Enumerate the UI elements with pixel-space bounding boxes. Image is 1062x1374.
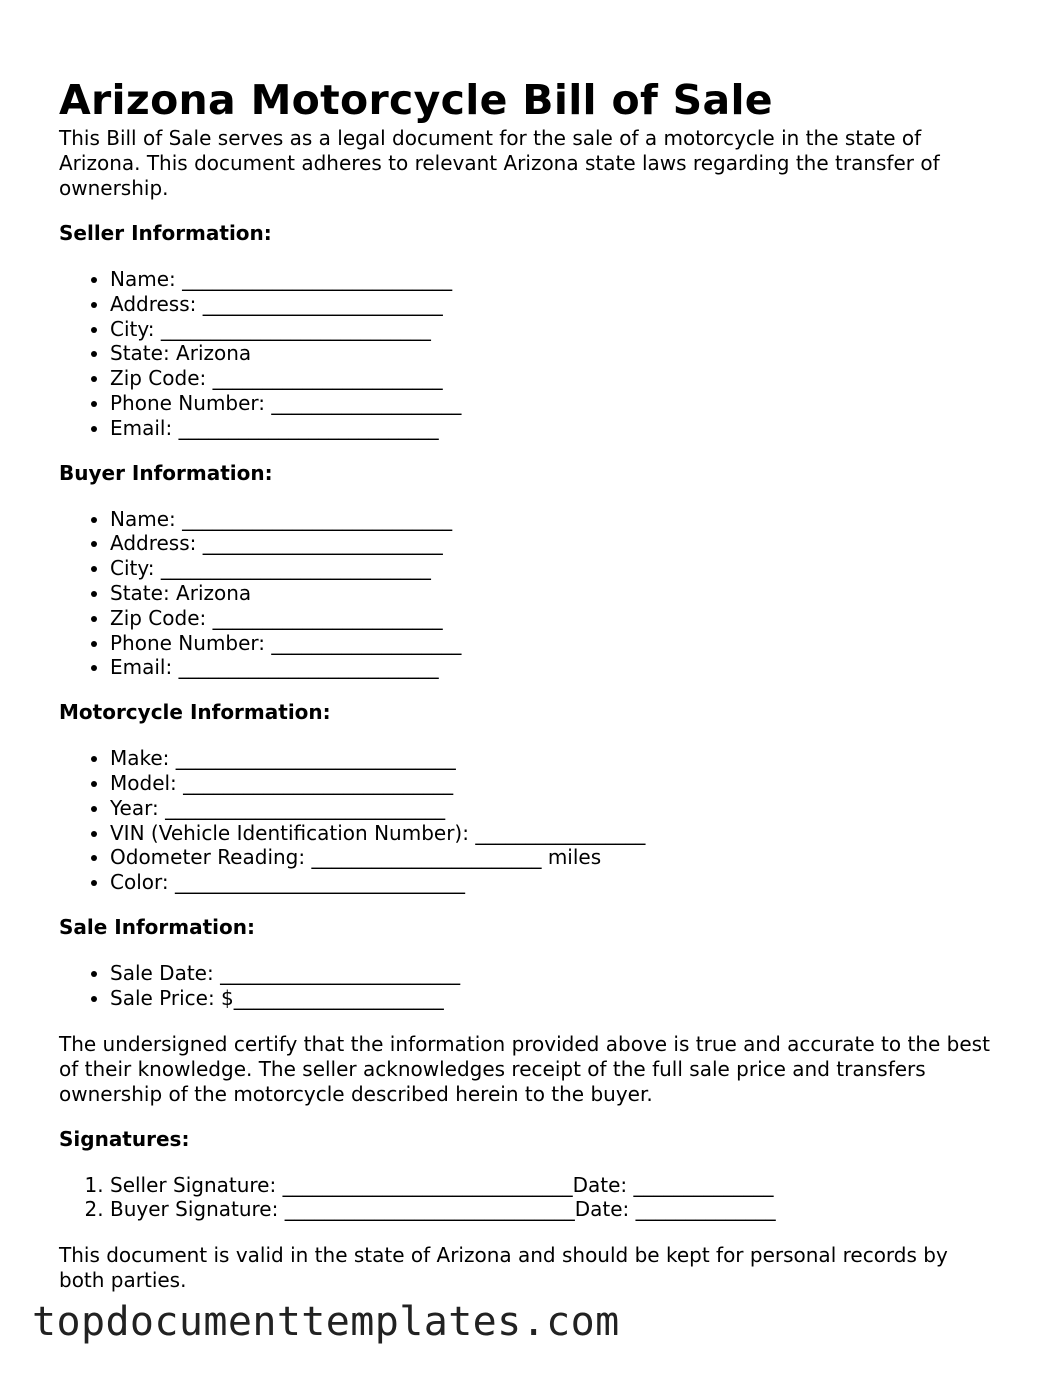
- seller-city: • City: ___________________________: [110, 317, 999, 342]
- motorcycle-model: • Model: ___________________________: [110, 771, 999, 796]
- sale-heading: Sale Information:: [59, 914, 255, 939]
- buyer-email: • Email: __________________________: [110, 655, 999, 680]
- motorcycle-odometer: • Odometer Reading: _______________________ miles: [110, 845, 999, 870]
- sale-date: • Sale Date: ________________________: [110, 961, 999, 986]
- document-page: [59, 74, 999, 1293]
- seller-email: • Email: __________________________: [110, 416, 999, 441]
- buyer-heading: Buyer Information:: [59, 460, 273, 485]
- buyer-phone: • Phone Number: ___________________: [110, 631, 999, 656]
- closing-paragraph: This document is valid in the state of Arizona and should be kept for personal records by both parties.: [59, 1243, 948, 1293]
- seller-address: • Address: ________________________: [110, 292, 999, 317]
- motorcycle-vin: • VIN (Vehicle Identification Number): _________________: [110, 821, 999, 846]
- sale-price: • Sale Price: $_____________________: [110, 986, 999, 1011]
- seller-heading: Seller Information:: [59, 221, 272, 245]
- buyer-signature: 2. Buyer Signature: _____________________________Date: ______________: [110, 1197, 999, 1222]
- seller-state: • State: Arizona: [110, 341, 999, 366]
- seller-signature: 1. Seller Signature: _____________________________Date: ______________: [110, 1173, 999, 1198]
- certification-paragraph: The undersigned certify that the information provided above is true and accurate to the best of their knowledge. The seller acknowledges receipt of the full sale price and transfers ownership of the motorcycle described herein to the buyer.: [59, 1031, 990, 1106]
- site-watermark: topdocumenttemplates.com: [32, 1299, 620, 1345]
- document-title: Arizona Motorcycle Bill of Sale: [59, 76, 773, 124]
- seller-zip: • Zip Code: _______________________: [110, 366, 999, 391]
- seller-name: • Name: ___________________________: [110, 267, 999, 292]
- signatures-heading: Signatures:: [59, 1126, 190, 1151]
- buyer-zip: • Zip Code: _______________________: [110, 606, 999, 631]
- motorcycle-make: • Make: ____________________________: [110, 746, 999, 771]
- buyer-list: [59, 507, 999, 681]
- buyer-name: • Name: ___________________________: [110, 507, 999, 532]
- seller-phone: • Phone Number: ___________________: [110, 391, 999, 416]
- motorcycle-year: • Year: ____________________________: [110, 796, 999, 821]
- buyer-city: • City: ___________________________: [110, 556, 999, 581]
- seller-list: [59, 267, 999, 441]
- signatures-list: [59, 1173, 999, 1223]
- motorcycle-list: [59, 746, 999, 895]
- buyer-address: • Address: ________________________: [110, 531, 999, 556]
- motorcycle-color: • Color: _____________________________: [110, 870, 999, 895]
- motorcycle-heading: Motorcycle Information:: [59, 700, 331, 725]
- buyer-state: • State: Arizona: [110, 581, 999, 606]
- sale-list: [59, 961, 999, 1011]
- intro-paragraph: This Bill of Sale serves as a legal document for the sale of a motorcycle in the state of Arizona. This document adheres to relevant Arizona state laws regarding the transfer of ownership.: [59, 126, 940, 200]
